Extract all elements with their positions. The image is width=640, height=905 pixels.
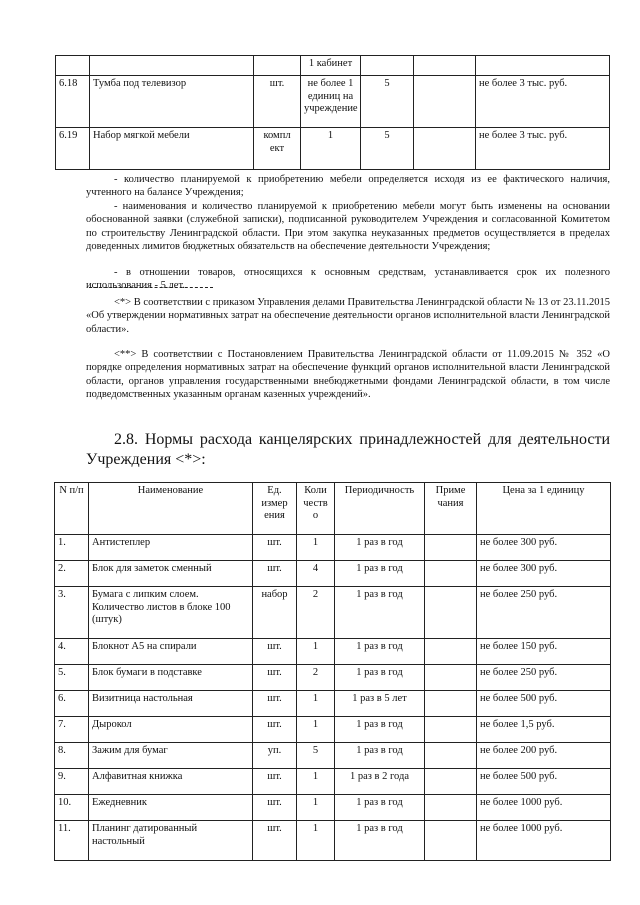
- item-name: Блокнот А5 на спирали: [89, 639, 253, 665]
- table-row: [56, 76, 610, 128]
- price: не более 500 руб.: [477, 691, 611, 717]
- header-name: Наименование: [89, 483, 253, 535]
- quantity: 2: [297, 665, 335, 691]
- table-row: [55, 665, 611, 691]
- period: 1 раз в год: [335, 665, 425, 691]
- section-heading-line1: 2.8. Нормы расхода канцелярских принадлежностей для деятельности: [114, 431, 610, 448]
- quantity: 1: [297, 821, 335, 861]
- price: не более 1000 руб.: [477, 821, 611, 861]
- unit: шт.: [253, 535, 297, 561]
- furniture-table-continued: [55, 55, 610, 170]
- row-number: [56, 56, 90, 76]
- table-row: [55, 535, 611, 561]
- row-number: 10.: [55, 795, 89, 821]
- period: 1 раз в год: [335, 639, 425, 665]
- price: не более 250 руб.: [477, 587, 611, 639]
- unit: шт.: [253, 769, 297, 795]
- row-number: 1.: [55, 535, 89, 561]
- row-number: 4.: [55, 639, 89, 665]
- row-number: 6.18: [56, 76, 90, 128]
- note-useful-life: - в отношении товаров, относящихся к основным средствам, устанавливается срок их полезного использования - 5 лет.: [86, 267, 610, 292]
- footnote-2: <**> В соответствии с Постановлением Правительства Ленинградской области от 11.09.2015 № 352 «О порядке определения нормативных затрат на обеспечение функций органов исполнительной власти Ленинградской области, органов управления государственными внебюджетными фондами Ленинградской области, в том числе подведомственных указанным органам казенных учреждений».: [86, 349, 610, 401]
- period: 1 раз в год: [335, 717, 425, 743]
- period: 1 раз в год: [335, 743, 425, 769]
- note: [425, 639, 477, 665]
- unit: шт.: [253, 717, 297, 743]
- note: [425, 795, 477, 821]
- quantity: 1: [301, 128, 361, 170]
- table-row: [56, 128, 610, 170]
- unit: [254, 56, 301, 76]
- price: не более 150 руб.: [477, 639, 611, 665]
- quantity: 5: [297, 743, 335, 769]
- note: [425, 561, 477, 587]
- unit: шт.: [253, 691, 297, 717]
- note: [425, 587, 477, 639]
- table-row: [55, 769, 611, 795]
- item-name: Планинг датированный настольный: [89, 821, 253, 861]
- table-row: [55, 743, 611, 769]
- period: 1 раз в год: [335, 561, 425, 587]
- item-name: Ежедневник: [89, 795, 253, 821]
- unit: уп.: [253, 743, 297, 769]
- note: [425, 535, 477, 561]
- note: [425, 743, 477, 769]
- quantity: 1: [297, 769, 335, 795]
- item-name: [90, 56, 254, 76]
- price: не более 3 тыс. руб.: [476, 128, 610, 170]
- note: [425, 665, 477, 691]
- row-number: 8.: [55, 743, 89, 769]
- section-heading: [86, 430, 610, 470]
- unit: компл ект: [254, 128, 301, 170]
- note-names: - наименования и количество планируемой к приобретению мебели могут быть изменены на основании обоснованной заявки (служебной записки), подписанной руководителем Учреждения и согласованной Комитетом по строительству Ленинградской области. При этом закупка неуказанных предметов осуществляется в пределах доведенных лимитов бюджетных обязательств на обеспечение деятельности Учреждения;: [86, 201, 610, 253]
- item-name: Набор мягкой мебели: [90, 128, 254, 170]
- unit: шт.: [253, 665, 297, 691]
- quantity: не более 1 единиц на учреждение: [301, 76, 361, 128]
- period: 1 раз в год: [335, 821, 425, 861]
- quantity: 1: [297, 717, 335, 743]
- price: не более 3 тыс. руб.: [476, 76, 610, 128]
- quantity: 1: [297, 691, 335, 717]
- table-row: [55, 691, 611, 717]
- row-number: 6.19: [56, 128, 90, 170]
- period: 1 раз в год: [335, 587, 425, 639]
- note-quantity: - количество планируемой к приобретению мебели определяется исходя из ее фактического наличия, учтенного на балансе Учреждения;: [86, 174, 610, 199]
- item-name: Дырокол: [89, 717, 253, 743]
- quantity: 1: [297, 535, 335, 561]
- footnote-separator: [89, 287, 213, 288]
- period: 5: [361, 76, 414, 128]
- period: 5: [361, 128, 414, 170]
- row-number: 6.: [55, 691, 89, 717]
- note: [425, 691, 477, 717]
- note: [425, 769, 477, 795]
- period: 1 раз в год: [335, 795, 425, 821]
- note: [414, 76, 476, 128]
- quantity: 4: [297, 561, 335, 587]
- row-number: 9.: [55, 769, 89, 795]
- period: 1 раз в 2 года: [335, 769, 425, 795]
- quantity: 1 кабинет: [301, 56, 361, 76]
- period: 1 раз в год: [335, 535, 425, 561]
- header-note: Приме чания: [425, 483, 477, 535]
- item-name: Алфавитная книжка: [89, 769, 253, 795]
- note: [425, 717, 477, 743]
- row-number: 3.: [55, 587, 89, 639]
- footnote-1: <*> В соответствии с приказом Управления делами Правительства Ленинградской области № 13 от 23.11.2015 «Об утверждении нормативных затрат на обеспечение деятельности органов исполнительной власти Ленинградской области».: [86, 297, 610, 335]
- header-unit: Ед. измер ения: [253, 483, 297, 535]
- price: не более 1000 руб.: [477, 795, 611, 821]
- unit: шт.: [253, 795, 297, 821]
- period: 1 раз в 5 лет: [335, 691, 425, 717]
- note: [425, 821, 477, 861]
- unit: шт.: [253, 561, 297, 587]
- item-name: Блок для заметок сменный: [89, 561, 253, 587]
- table-row: [55, 639, 611, 665]
- price: не более 200 руб.: [477, 743, 611, 769]
- item-name: Тумба под телевизор: [90, 76, 254, 128]
- note: [414, 56, 476, 76]
- row-number: 7.: [55, 717, 89, 743]
- row-number: 5.: [55, 665, 89, 691]
- item-name: Визитница настольная: [89, 691, 253, 717]
- price: не более 1,5 руб.: [477, 717, 611, 743]
- unit: шт.: [254, 76, 301, 128]
- header-price: Цена за 1 единицу: [477, 483, 611, 535]
- period: [361, 56, 414, 76]
- table-row: [55, 717, 611, 743]
- item-name: Антистеплер: [89, 535, 253, 561]
- item-name: Блок бумаги в подставке: [89, 665, 253, 691]
- table-row: [55, 561, 611, 587]
- stationery-norms-table: [54, 482, 611, 861]
- price: не более 500 руб.: [477, 769, 611, 795]
- header-num: N п/п: [55, 483, 89, 535]
- price: не более 250 руб.: [477, 665, 611, 691]
- quantity: 1: [297, 795, 335, 821]
- table-row: [56, 56, 610, 76]
- section-heading-line2: Учреждения <*>:: [86, 451, 206, 468]
- table-header-row: [55, 483, 611, 535]
- table-row: [55, 821, 611, 861]
- price: [476, 56, 610, 76]
- unit: шт.: [253, 821, 297, 861]
- unit: шт.: [253, 639, 297, 665]
- quantity: 1: [297, 639, 335, 665]
- table-row: [55, 587, 611, 639]
- unit: набор: [253, 587, 297, 639]
- item-name: Зажим для бумаг: [89, 743, 253, 769]
- table-row: [55, 795, 611, 821]
- header-qty: Коли честв о: [297, 483, 335, 535]
- item-name: Бумага с липким слоем. Количество листов в блоке 100 (штук): [89, 587, 253, 639]
- row-number: 11.: [55, 821, 89, 861]
- header-period: Периодичность: [335, 483, 425, 535]
- row-number: 2.: [55, 561, 89, 587]
- price: не более 300 руб.: [477, 561, 611, 587]
- price: не более 300 руб.: [477, 535, 611, 561]
- quantity: 2: [297, 587, 335, 639]
- note: [414, 128, 476, 170]
- table-body: [55, 535, 611, 861]
